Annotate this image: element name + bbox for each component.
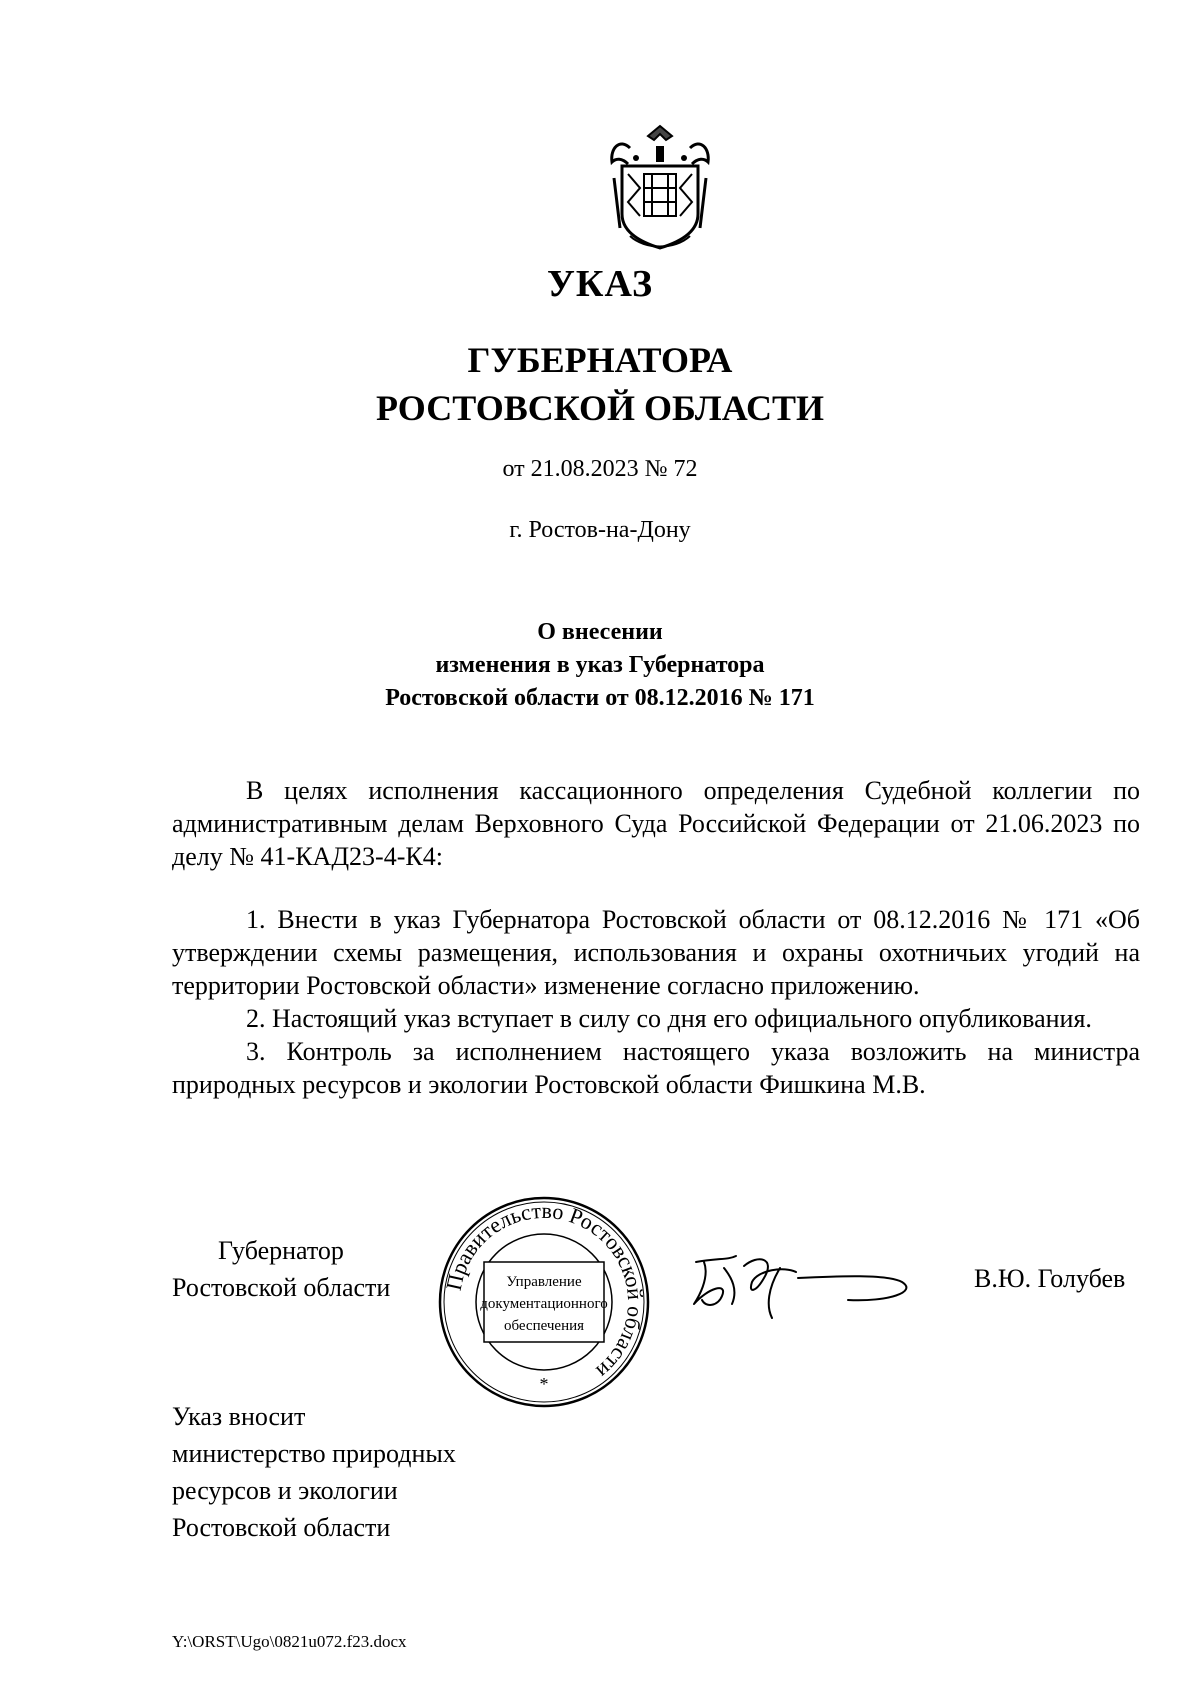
introduced-by-line-1: Указ вносит xyxy=(172,1402,306,1431)
signer-position-line-1: Губернатор xyxy=(218,1236,344,1265)
authority-line-2: РОСТОВСКОЙ ОБЛАСТИ xyxy=(376,388,824,428)
stamp-ring-text: Правительство Ростовской области xyxy=(440,1197,649,1385)
preamble-section xyxy=(172,774,1140,873)
stamp-star: * xyxy=(539,1374,549,1394)
decree-items xyxy=(172,903,1140,1101)
file-path-footer: Y:\ORST\Ugo\0821u072.f23.docx xyxy=(172,1632,407,1651)
signer-position-line-2: Ростовской области xyxy=(172,1273,391,1302)
city: г. Ростов-на-Дону xyxy=(509,517,691,543)
authority-line-1: ГУБЕРНАТОРА xyxy=(467,340,733,380)
stamp-center-line-3: обеспечения xyxy=(503,1318,585,1334)
document-type-title: УКАЗ xyxy=(547,263,653,305)
decree-subject xyxy=(0,616,1200,715)
date-and-number: от 21.08.2023 № 72 xyxy=(502,456,698,482)
official-stamp xyxy=(434,1192,654,1412)
issuing-authority xyxy=(0,336,1200,432)
signer-name: В.Ю. Голубев xyxy=(974,1264,1126,1293)
introduced-by-line-3: ресурсов и экологии xyxy=(172,1476,398,1505)
introduced-by-line-2: министерство природных xyxy=(172,1439,456,1468)
introduced-by-block xyxy=(172,1398,456,1546)
subject-line-1: О внесении xyxy=(537,619,663,645)
handwritten-signature xyxy=(688,1248,928,1320)
signer-position xyxy=(172,1232,390,1306)
decree-item: 2. Настоящий указ вступает в силу со дня его официального опубликования. xyxy=(246,1004,1092,1033)
stamp-center-line-1: Управление xyxy=(506,1274,582,1290)
preamble-paragraph: В целях исполнения кассационного определения Судебной коллегии по административным делам Верховного Суда Российской Федерации от 21.06.2023 по делу № 41-КАД23-4-К4: xyxy=(172,776,1140,871)
introduced-by-line-4: Ростовской области xyxy=(172,1513,391,1542)
coat-of-arms-emblem xyxy=(600,118,720,258)
subject-line-3: Ростовской области от 08.12.2016 № 171 xyxy=(385,685,815,711)
decree-item: 1. Внести в указ Губернатора Ростовской области от 08.12.2016 № 171 «Об утверждении схемы размещения, использования и охраны охотничьих угодий на территории Ростовской области» изменение согласно приложению. xyxy=(172,905,1140,1000)
subject-line-2: изменения в указ Губернатора xyxy=(435,652,765,678)
stamp-center-line-2: документационного xyxy=(480,1296,608,1312)
decree-item: 3. Контроль за исполнением настоящего указа возложить на министра природных ресурсов и экологии Ростовской области Фишкина М.В. xyxy=(172,1037,1140,1099)
